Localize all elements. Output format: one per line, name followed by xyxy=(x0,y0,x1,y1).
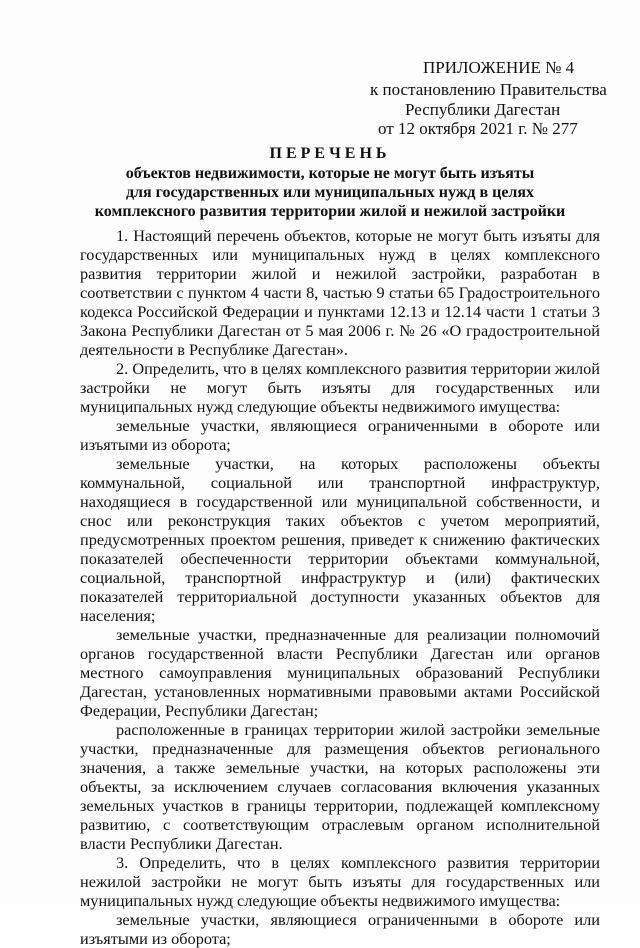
paragraph-2: 2. Определить, что в целях комплексного развития территории жилой застройки не могут быть изъяты для государственных или муниципальных нужд следующие объекты недвижимого имущества: xyxy=(80,359,600,416)
list-item: земельные участки, являющиеся ограниченными в обороте или изъятыми из оборота; xyxy=(80,910,600,948)
subtitle-line-1: объектов недвижимости, которые не могут быть изъяты xyxy=(125,165,535,182)
subtitle-line-2: для государственных или муниципальных нужд в целях xyxy=(125,184,535,201)
list-item: земельные участки, предназначенные для реализации полномочий органов государственной власти Республики Дагестан или органов местного самоуправления муниципальных образований Республики Дагестан, установленных нормативными правовыми актами Российской Федерации, Республики Дагестан; xyxy=(80,625,600,720)
subtitle-line-3: комплексного развития территории жилой и нежилой застройки xyxy=(94,203,566,220)
appendix-date-line: от 12 октября 2021 г. № 277 xyxy=(378,119,578,138)
paragraph-1: 1. Настоящий перечень объектов, которые не могут быть изъяты для государственных или муниципальных нужд в целях комплексного развития территории жилой и нежилой застройки, разработан в соответствии с пунктом 4 части 8, частью 9 статьи 65 Градостроительного кодекса Российской Федерации и пунктами 12.13 и 12.14 части 1 статьи 3 Закона Республики Дагестан от 5 мая 2006 г. № 26 «О градостроительной деятельности в Республике Дагестан». xyxy=(80,226,600,359)
document-title: ПЕРЕЧЕНЬ xyxy=(269,145,391,162)
appendix-republic-line: Республики Дагестан xyxy=(405,100,561,119)
list-item: земельные участки, на которых расположены объекты коммунальной, социальной или транспортной инфраструктур, находящиеся в государственной или муниципальной собственности, и снос или реконструкция таких объектов с учетом мероприятий, предусмотренных проектом решения, приведет к снижению фактических показателей обеспеченности территории объектами коммунальной, социальной, транспортной инфраструктур и (или) фактических показателей территориальной доступности указанных объектов для населения; xyxy=(80,454,600,625)
list-item: расположенные в границах территории жилой застройки земельные участки, предназначенные для размещения объектов регионального значения, а также земельные участки, на которых расположены эти объекты, за исключением случаев согласования включения указанных земельных участков в границы территории, подлежащей комплексному развитию, с соответствующим отраслевым органом исполнительной власти Республики Дагестан. xyxy=(80,720,600,853)
document-body xyxy=(80,226,600,948)
paragraph-3: 3. Определить, что в целях комплексного развития территории нежилой застройки не могут быть изъяты для государственных или муниципальных нужд следующие объекты недвижимого имущества: xyxy=(80,853,600,910)
appendix-resolution-line: к постановлению Правительства xyxy=(370,80,607,99)
list-item: земельные участки, являющиеся ограниченными в обороте или изъятыми из оборота; xyxy=(80,416,600,454)
appendix-number: ПРИЛОЖЕНИЕ № 4 xyxy=(423,58,575,77)
